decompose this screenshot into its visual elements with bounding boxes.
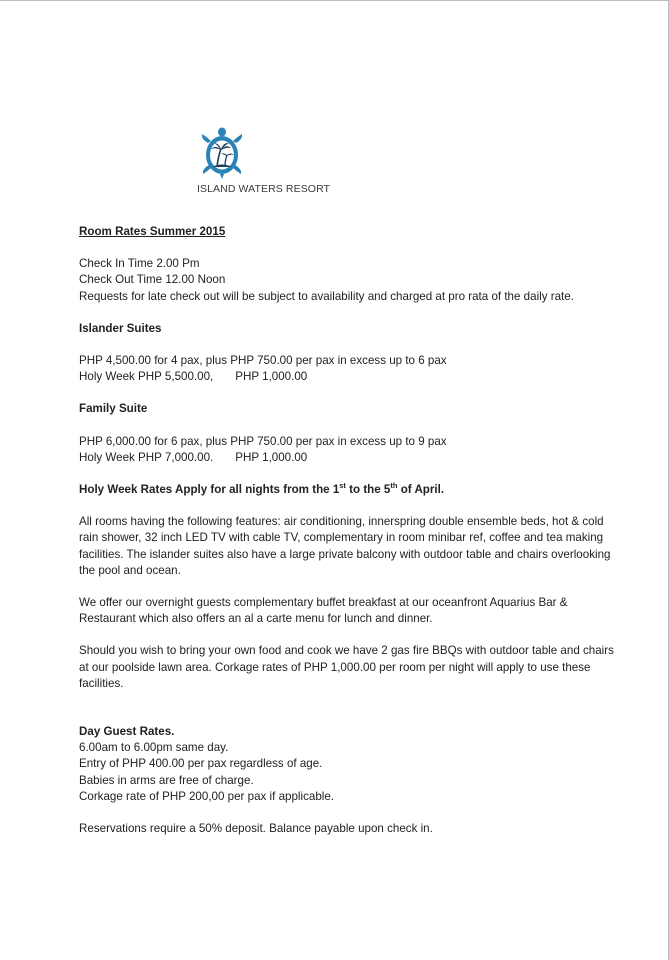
day-guest-line: Babies in arms are free of charge.: [79, 773, 254, 787]
holy-week-note-part2: to the 5: [345, 483, 391, 497]
turtle-palm-logo-icon: [200, 127, 244, 179]
family-holy-week-base: Holy Week PHP 7,000.00.: [79, 450, 214, 464]
breakfast-paragraph: We offer our overnight guests complementary buffet breakfast at our oceanfront Aquarius Bar & Restaurant which also offers an al a carte menu for lunch and dinner.: [79, 596, 568, 626]
family-holy-week-extra: PHP 1,000.00: [235, 450, 308, 464]
day-guest-line: Corkage rate of PHP 200,00 per pax if applicable.: [79, 789, 335, 803]
family-suite-rate: PHP 6,000.00 for 6 pax, plus PHP 750.00 per pax in excess up to 9 pax: [79, 434, 447, 448]
check-out-time: Check Out Time 12.00 Noon: [79, 273, 226, 287]
islander-holy-week-extra: PHP 1,000.00: [235, 370, 308, 384]
holy-week-note-sup2: th: [390, 481, 398, 491]
reservations-note: Reservations require a 50% deposit. Balance payable upon check in.: [79, 822, 433, 836]
holy-week-note-sup1: st: [339, 481, 346, 491]
check-in-time: Check In Time 2.00 Pm: [79, 257, 200, 271]
resort-logo: [197, 127, 331, 197]
late-checkout-note: Requests for late check out will be subject to availability and charged at pro rata of the daily rate.: [79, 289, 574, 303]
holy-week-note: [79, 482, 624, 498]
day-guest-line: 6.00am to 6.00pm same day.: [79, 741, 229, 755]
rates-document-body: [79, 224, 624, 837]
islander-suites-heading: Islander Suites: [79, 321, 162, 335]
room-features-paragraph: All rooms having the following features: air conditioning, innerspring double ensemble beds, hot & cold rain shower, 32 inch LED TV with cable TV, complementary in room minibar ref, coffee and tea making facilities. The islander suites also have a large private balcony with outdoor table and chairs overlooking the pool and ocean.: [79, 515, 611, 577]
resort-name: ISLAND WATERS RESORT: [197, 183, 331, 195]
document-title: Room Rates Summer 2015: [79, 225, 226, 238]
islander-suites-rate: PHP 4,500.00 for 4 pax, plus PHP 750.00 per pax in excess up to 6 pax: [79, 354, 447, 368]
bbq-paragraph: Should you wish to bring your own food and cook we have 2 gas fire BBQs with outdoor table and chairs at our poolside lawn area. Corkage rates of PHP 1,000.00 per room per night will apply to use these facilities.: [79, 644, 614, 690]
islander-holy-week-base: Holy Week PHP 5,500.00,: [79, 370, 214, 384]
holy-week-note-part3: of April.: [397, 483, 445, 497]
islander-holy-week-rate: [79, 369, 624, 385]
holy-week-note-part1: Holy Week Rates Apply for all nights from the 1: [79, 483, 340, 497]
day-guest-line: Entry of PHP 400.00 per pax regardless of age.: [79, 757, 323, 771]
family-suite-heading: Family Suite: [79, 402, 148, 416]
day-guest-heading: Day Guest Rates.: [79, 725, 175, 739]
family-holy-week-rate: [79, 450, 624, 466]
